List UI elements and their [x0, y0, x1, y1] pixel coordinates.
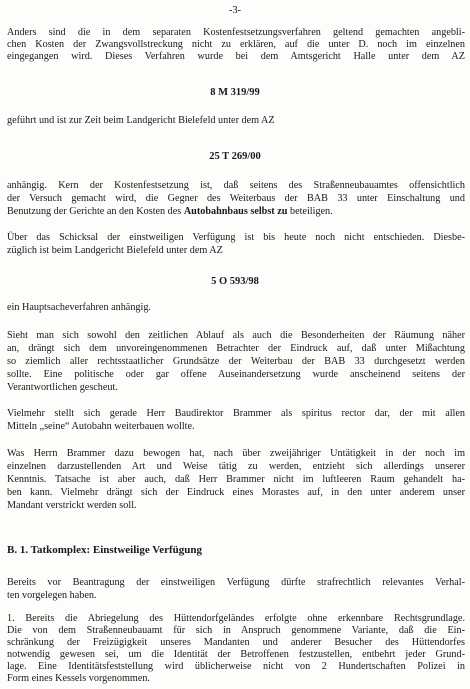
paragraph-line: ein Hauptsacheverfahren anhängig. — [7, 302, 151, 313]
paragraph-line: an, drängt sich dem unvoreingenommenen Betrachter der Eindruck auf, daß unter Mißachtung — [7, 343, 465, 354]
page-number: -3- — [228, 5, 242, 16]
paragraph-line: Die von dem Straßenneubauamt für sich in Anspruch genommene Variante, daß die Ein- — [7, 625, 465, 636]
case-reference: 25 T 269/00 — [209, 151, 261, 162]
bold-text: Autobahnbaus selbst zu — [183, 206, 288, 217]
paragraph-line: Vielmehr stellt sich gerade Herr Baudirektor Brammer als spiritus rector dar, der mit allen — [7, 408, 465, 419]
paragraph-line: ten vorgelegen haben. — [7, 590, 97, 601]
paragraph-line: Bereits vor Beantragung der einstweiligen Verfügung dürfte strafrechtlich relevantes Verhal- — [7, 577, 465, 588]
text-run: Benutzung der Gerichte an den Kosten des — [7, 206, 184, 217]
text-run: beteiligen. — [287, 206, 333, 217]
paragraph-line: sollte. Eine politische oder gar offene Auseinandersetzung wurde anscheinend seitens der — [7, 369, 465, 380]
paragraph-line: chen Kosten der Zwangsvollstreckung nicht zu erklären, auf die unter D. noch im einzelnen — [7, 39, 465, 50]
paragraph-line — [7, 206, 465, 218]
paragraph-line: Über das Schicksal der einstweiligen Verfügung ist bis heute noch nicht entschieden. Diesbe- — [7, 232, 465, 243]
paragraph-line: Mandant verstrickt werden soll. — [7, 500, 137, 511]
paragraph-line: 1. Bereits die Abriegelung des Hüttendorfgeländes erfolgte ohne erkennbare Rechtsgrundlage. — [7, 613, 465, 624]
paragraph-line: lage. Eine Identitätsfeststellung wird üblicherweise nicht von 2 Hundertschaften Polizei in — [7, 661, 465, 672]
paragraph-line: Sieht man sich sowohl den zeitlichen Ablauf als auch die Besonderheiten der Räumung näher — [7, 330, 465, 341]
paragraph-line: der Versuch gemacht wird, die Gegner des Weiterbaus der BAB 33 unter Einschaltung und — [7, 193, 465, 204]
paragraph-line: Mitteln „seine“ Autobahn weiterbauen wollte. — [7, 421, 195, 432]
paragraph-line: Anders sind die in dem separaten Kostenfestsetzungsverfahren geltend gemachten angebli- — [7, 27, 465, 38]
paragraph-line: Kenntnis. Tatsache ist aber auch, daß Herr Brammer nicht im luftleeren Raum gehandelt ha- — [7, 474, 465, 485]
paragraph-line: eingegangen wird. Dieses Verfahren wurde bei dem Amtsgericht Halle unter dem AZ — [7, 51, 465, 62]
paragraph-line: anhängig. Kern der Kostenfestsetzung ist, daß seitens des Straßenneubauamtes offensichtlich — [7, 180, 465, 191]
paragraph-line: schränkung der Freizügigkeit unseres Mandanten und anderer Besucher des Hüttendorfes — [7, 637, 465, 648]
section-heading: B. 1. Tatkomplex: Einstweilige Verfügung — [7, 544, 202, 556]
paragraph-line: Form eines Kessels vorgenommen. — [7, 673, 150, 684]
paragraph-line: Was Herrn Brammer dazu bewogen hat, nach über zweijähriger Untätigkeit in der noch im — [7, 448, 465, 459]
case-reference: 5 O 593/98 — [211, 276, 259, 287]
paragraph-line: ben kann. Vielmehr drängt sich der Eindruck eines Morastes auf, in den unter anderem unser — [7, 487, 465, 498]
paragraph-line: so ziemlich aller rechtsstaatlicher Grundsätze der Weiterbau der BAB 33 durchgesetzt werden — [7, 356, 465, 367]
paragraph-line: notwendig gewesen sei, um die Identität der Betroffenen festzustellen, entbehrt jeder Grund- — [7, 649, 465, 660]
paragraph-line: züglich ist beim Landgericht Bielefeld unter dem AZ — [7, 245, 223, 256]
paragraph-line: Verantwortlichen gescheut. — [7, 382, 118, 393]
case-reference: 8 M 319/99 — [210, 87, 260, 98]
paragraph-line: geführt und ist zur Zeit beim Landgericht Bielefeld unter dem AZ — [7, 115, 275, 126]
paragraph-line: einzelnen darzustellenden Art und Weise tätig zu werden, entzieht sich allerdings unserer — [7, 461, 465, 472]
